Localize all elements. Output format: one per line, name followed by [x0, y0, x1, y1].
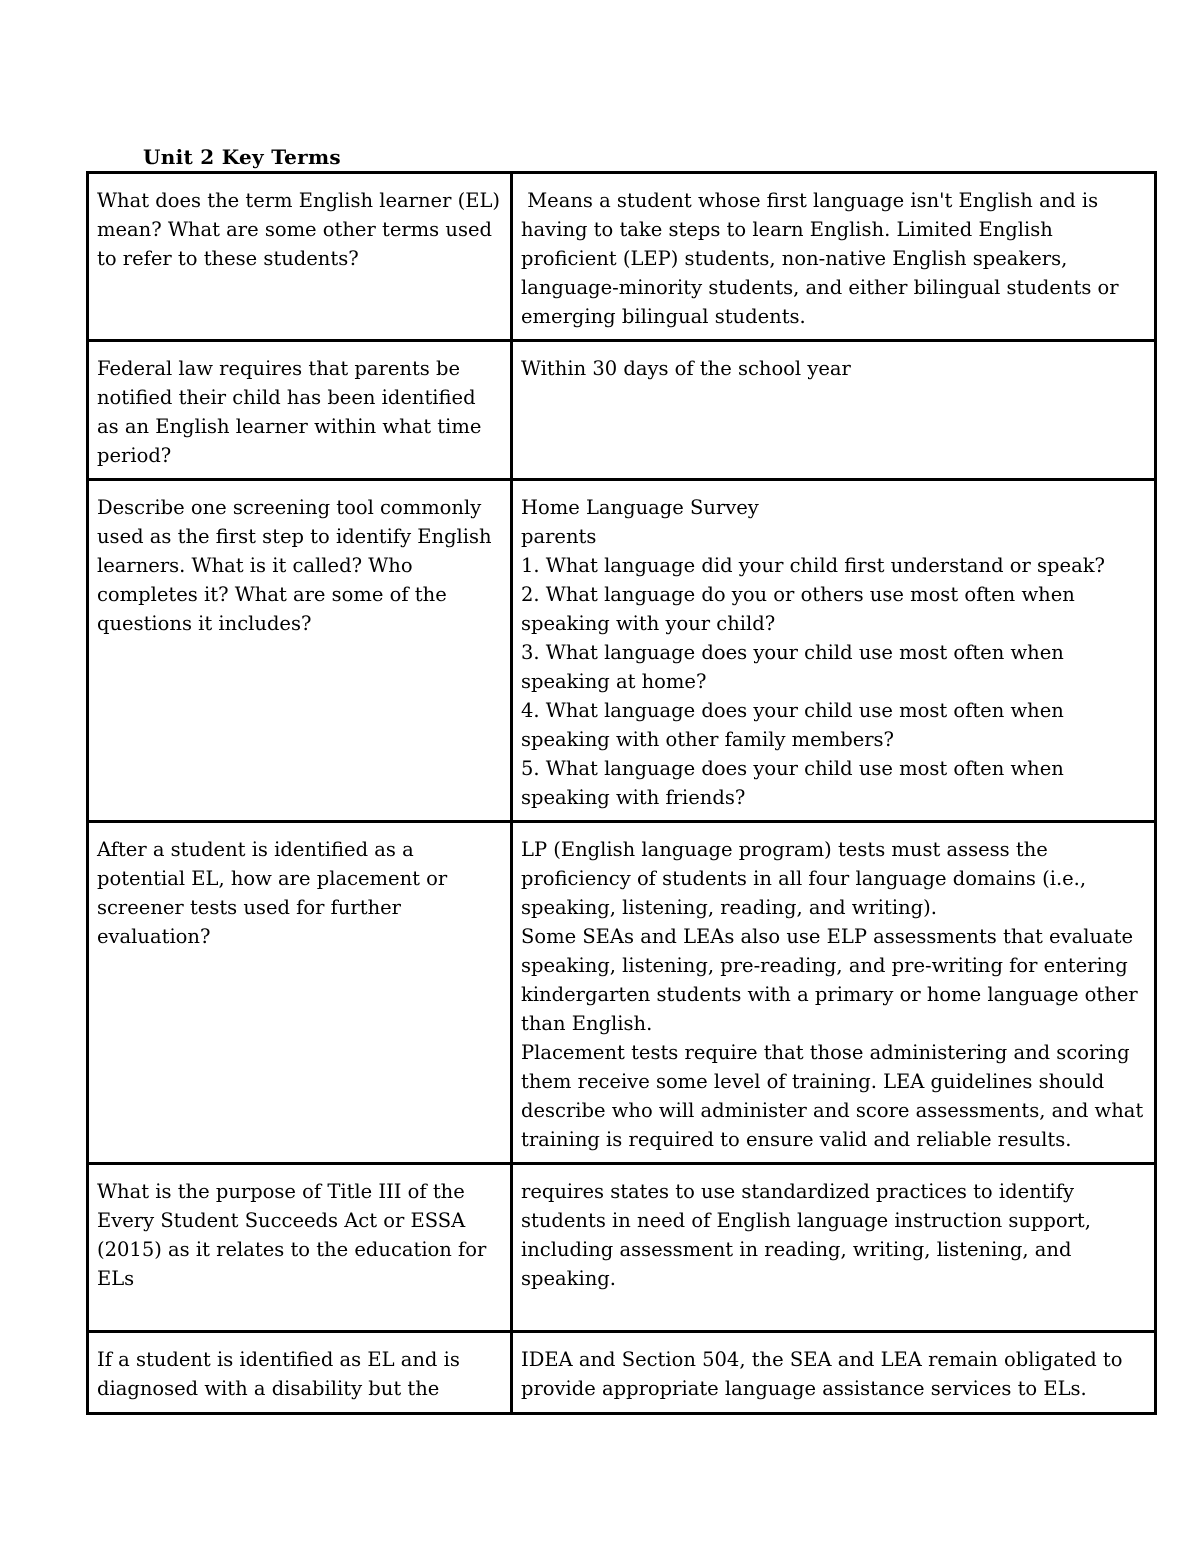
- question-text: What does the term English learner (EL) mean? What are some other terms used to refer to these students?: [97, 189, 507, 270]
- question-cell: [88, 1332, 512, 1414]
- answer-text: Placement tests require that those administering and scoring them receive some level of training. LEA guidelines should describe who will administer and score assessments, and what training is required to ensure valid and reliable results.: [521, 1041, 1150, 1151]
- question-text: After a student is identified as a potential EL, how are placement or screener tests used for further evaluation?: [97, 838, 454, 948]
- question-text: Federal law requires that parents be notified their child has been identified as an English learner within what time period?: [97, 357, 488, 467]
- answer-text: parents: [521, 525, 597, 548]
- question-text: Describe one screening tool commonly used as the first step to identify English learners. What is it called? Who completes it? What are some of the questions it includes?: [97, 496, 498, 635]
- answer-text: Home Language Survey: [521, 496, 759, 519]
- answer-text: LP (English language program) tests must assess the proficiency of students in all four language domains (i.e., speaking, listening, reading, and writing).: [521, 838, 1093, 919]
- answer-text: 3. What language does your child use most often when speaking at home?: [521, 641, 1071, 693]
- question-text: What is the purpose of Title III of the Every Student Succeeds Act or ESSA (2015) as it relates to the education for ELs: [97, 1180, 493, 1290]
- answer-text: Means a student whose first language isn't English and is having to take steps to learn English. Limited English proficient (LEP) students, non-native English speakers, language-minority students, and either bilingual students or emerging bilingual students.: [521, 189, 1125, 328]
- question-cell: [88, 480, 512, 822]
- question-cell: [88, 1164, 512, 1332]
- table-row: [88, 822, 1156, 1164]
- answer-cell: [512, 1332, 1156, 1414]
- key-terms-table: [86, 171, 1157, 1415]
- answer-text: Within 30 days of the school year: [521, 357, 851, 380]
- question-cell: [88, 822, 512, 1164]
- question-text: If a student is identified as EL and is diagnosed with a disability but the: [97, 1348, 467, 1400]
- answer-text: Some SEAs and LEAs also use ELP assessments that evaluate speaking, listening, pre-reading, and pre-writing for entering kindergarten students with a primary or home language other than English.: [521, 925, 1144, 1035]
- table-row: [88, 1164, 1156, 1332]
- table-row: [88, 480, 1156, 822]
- answer-text: 1. What language did your child first understand or speak?: [521, 554, 1105, 577]
- answer-cell: [512, 822, 1156, 1164]
- answer-text: requires states to use standardized practices to identify students in need of English language instruction support, including assessment in reading, writing, listening, and speaking.: [521, 1180, 1098, 1290]
- answer-cell: [512, 1164, 1156, 1332]
- table-row: [88, 1332, 1156, 1414]
- answer-cell: [512, 480, 1156, 822]
- answer-text: IDEA and Section 504, the SEA and LEA remain obligated to provide appropriate language assistance services to ELs.: [521, 1348, 1129, 1400]
- page-title: Unit 2 Key Terms: [143, 145, 341, 169]
- answer-text: 2. What language do you or others use most often when speaking with your child?: [521, 583, 1081, 635]
- table-row: [88, 341, 1156, 480]
- answer-cell: [512, 173, 1156, 341]
- question-cell: [88, 173, 512, 341]
- answer-text: 4. What language does your child use most often when speaking with other family members?: [521, 699, 1071, 751]
- question-cell: [88, 341, 512, 480]
- table-row: [88, 173, 1156, 341]
- answer-text: 5. What language does your child use most often when speaking with friends?: [521, 757, 1071, 809]
- answer-cell: [512, 341, 1156, 480]
